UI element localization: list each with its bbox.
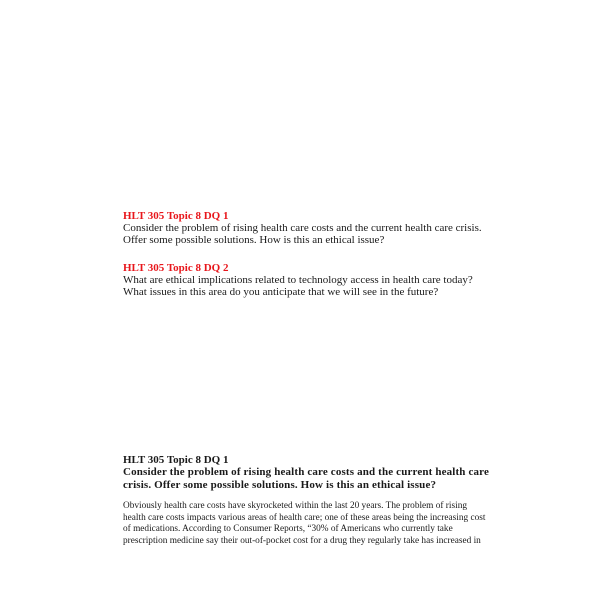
answer-paragraph-line: Obviously health care costs have skyrocketed within the last 20 years. The problem of rising xyxy=(123,501,467,511)
answer-question-line: crisis. Offer some possible solutions. How is this an ethical issue? xyxy=(123,479,437,491)
question-block-dq1 xyxy=(123,210,483,246)
question-heading: HLT 305 Topic 8 DQ 1 xyxy=(123,210,229,222)
question-text-line: Offer some possible solutions. How is this an ethical issue? xyxy=(123,234,385,246)
question-text-line: What are ethical implications related to technology access in health care today? xyxy=(123,274,473,286)
answer-paragraph-line: of medications. According to Consumer Reports, “30% of Americans who currently take xyxy=(123,524,453,534)
question-text-line: What issues in this area do you anticipate that we will see in the future? xyxy=(123,286,439,298)
answer-paragraph-line: health care costs impacts various areas of health care; one of these areas being the increasing cost xyxy=(123,512,486,523)
question-text-line: Consider the problem of rising health care costs and the current health care crisis. xyxy=(123,222,482,234)
question-heading: HLT 305 Topic 8 DQ 2 xyxy=(123,262,229,274)
question-block-dq2 xyxy=(123,262,483,298)
answer-paragraph-line: prescription medicine say their out-of-pocket cost for a drug they regularly take has increased in xyxy=(123,535,481,546)
answer-paragraph xyxy=(123,501,486,547)
answer-block-dq1 xyxy=(123,454,490,547)
answer-heading: HLT 305 Topic 8 DQ 1 xyxy=(123,454,229,466)
answer-question-line: Consider the problem of rising health care costs and the current health care xyxy=(123,466,490,478)
